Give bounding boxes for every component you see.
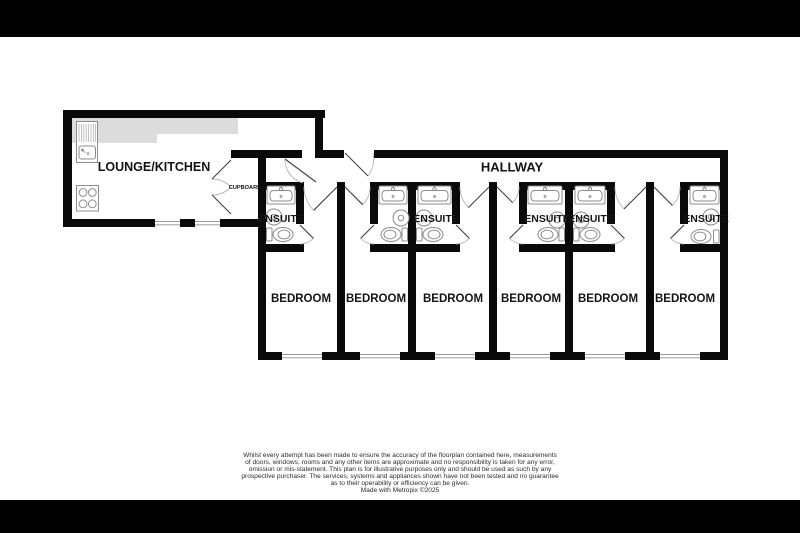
window-icon	[360, 352, 400, 360]
metropix-credit: Made with Metropix ©2025	[360, 487, 440, 494]
basin-icon	[267, 186, 295, 204]
toilet-icon	[417, 228, 444, 242]
disclaimer-line: omission or mis-statement. This plan is for illustrative purposes only and should be used as such by any	[248, 466, 552, 473]
toilet-icon	[267, 228, 294, 242]
window-icon	[282, 352, 322, 360]
basin-icon	[379, 186, 407, 204]
room-label-hallway: HALLWAY	[480, 159, 544, 175]
toilet-icon	[691, 230, 719, 244]
basin-icon	[690, 186, 719, 204]
toilet-icon	[381, 228, 408, 242]
shower-icon	[393, 210, 409, 226]
toilet-icon	[538, 228, 565, 242]
window-icon	[585, 352, 625, 360]
room-label-bedroom-1: BEDROOM	[270, 293, 332, 305]
room-label-ensuite-2: ENSUITE	[413, 213, 459, 225]
window-icon	[435, 352, 475, 360]
disclaimer-line: of doors, windows, rooms and any other items are approximate and no responsibility is taken for any error,	[245, 459, 555, 466]
room-label-ensuite-5: ENSUITE	[683, 213, 729, 225]
room-label-bedroom-4: BEDROOM	[500, 293, 562, 305]
hob-icon	[77, 186, 99, 212]
basin-icon	[418, 186, 451, 204]
room-label-lounge-kitchen: LOUNGE/KITCHEN	[97, 160, 211, 174]
window-icon	[510, 352, 550, 360]
basin-icon	[528, 186, 562, 204]
room-label-cupboard: CUPBOARD	[228, 185, 262, 191]
room-label-bedroom-3: BEDROOM	[422, 293, 484, 305]
window-icon	[155, 219, 180, 227]
room-label-bedroom-2: BEDROOM	[345, 293, 407, 305]
basin-icon	[575, 186, 605, 204]
room-label-ensuite-1: ENSUITE	[258, 213, 304, 225]
disclaimer	[0, 452, 800, 494]
room-label-ensuite-4: ENSUITE	[568, 213, 614, 225]
disclaimer-line: as to their operability or efficiency can be given.	[330, 480, 470, 487]
room-label-ensuite-3: ENSUITE	[524, 213, 570, 225]
window-icon	[660, 352, 700, 360]
room-label-bedroom-6: BEDROOM	[654, 293, 716, 305]
kitchen-sink-icon	[77, 122, 98, 163]
room-label-bedroom-5: BEDROOM	[577, 293, 639, 305]
window-icon	[195, 219, 220, 227]
disclaimer-line: Whilst every attempt has been made to ensure the accuracy of the floorplan contained here, measurements	[243, 452, 557, 459]
toilet-icon	[574, 228, 601, 242]
disclaimer-line: prospective purchaser. The services, systems and appliances shown have not been tested and no guarantee	[241, 473, 559, 480]
